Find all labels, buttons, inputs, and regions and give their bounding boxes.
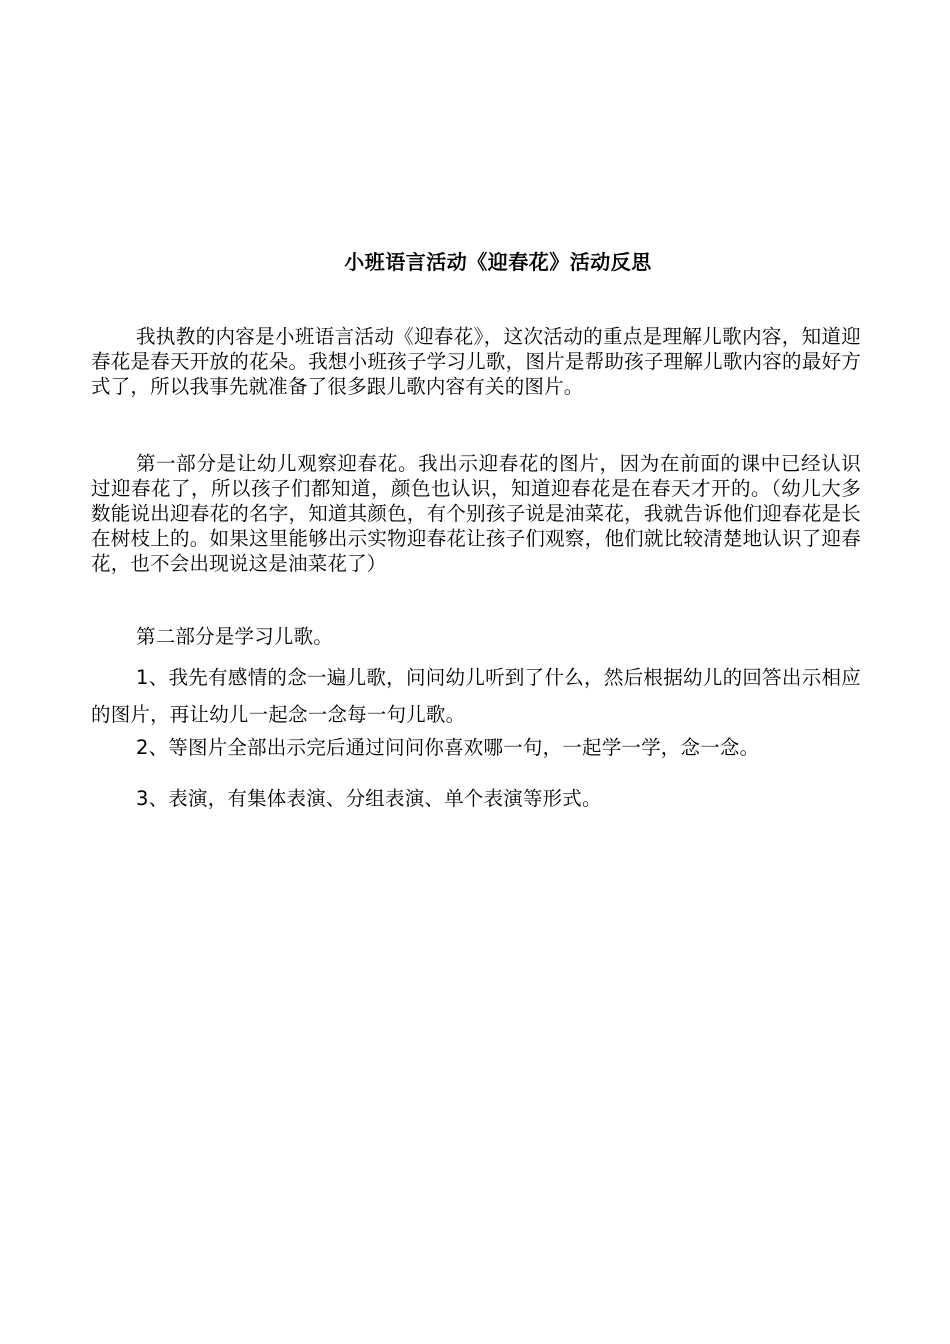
list-item-text: 、我先有感情的念一遍儿歌，问问幼儿听到了什么，然后根据幼儿的回答出示相应的图片，再让幼儿一起念一念每一句儿歌。 [91,666,861,726]
list-item-text: 、表演，有集体表演、分组表演、单个表演等形式。 [148,787,602,810]
list-item [91,784,861,814]
paragraph-part-two-heading: 第二部分是学习儿歌。 [136,625,334,648]
list-item-text: 、等图片全部出示完后通过问问你喜欢哪一句，一起学一学，念一念。 [148,736,760,759]
list-item-number: 2 [136,736,149,759]
paragraph-part-one: 第一部分是让幼儿观察迎春花。我出示迎春花的图片，因为在前面的课中已经认识过迎春花了，所以孩子们都知道，颜色也认识，知道迎春花是在春天才开的。（幼儿大多数能说出迎春花的名字，知道其颜色，有个别孩子说是油菜花，我就告诉他们迎春花是长在树枝上的。如果这里能够出示实物迎春花让孩子们观察，他们就比较清楚地认识了迎春花，也不会出现说这是油菜花了） [91,452,861,575]
list-item-number: 3 [136,787,149,810]
document-title: 小班语言活动《迎春花》活动反思 [344,250,652,274]
list-item [91,733,861,763]
list-item-number: 1 [136,666,149,689]
list-item [91,659,861,733]
paragraph-intro: 我执教的内容是小班语言活动《迎春花》，这次活动的重点是理解儿歌内容，知道迎春花是春天开放的花朵。我想小班孩子学习儿歌，图片是帮助孩子理解儿歌内容的最好方式了，所以我事先就准备了很多跟儿歌内容有关的图片。 [91,325,861,398]
